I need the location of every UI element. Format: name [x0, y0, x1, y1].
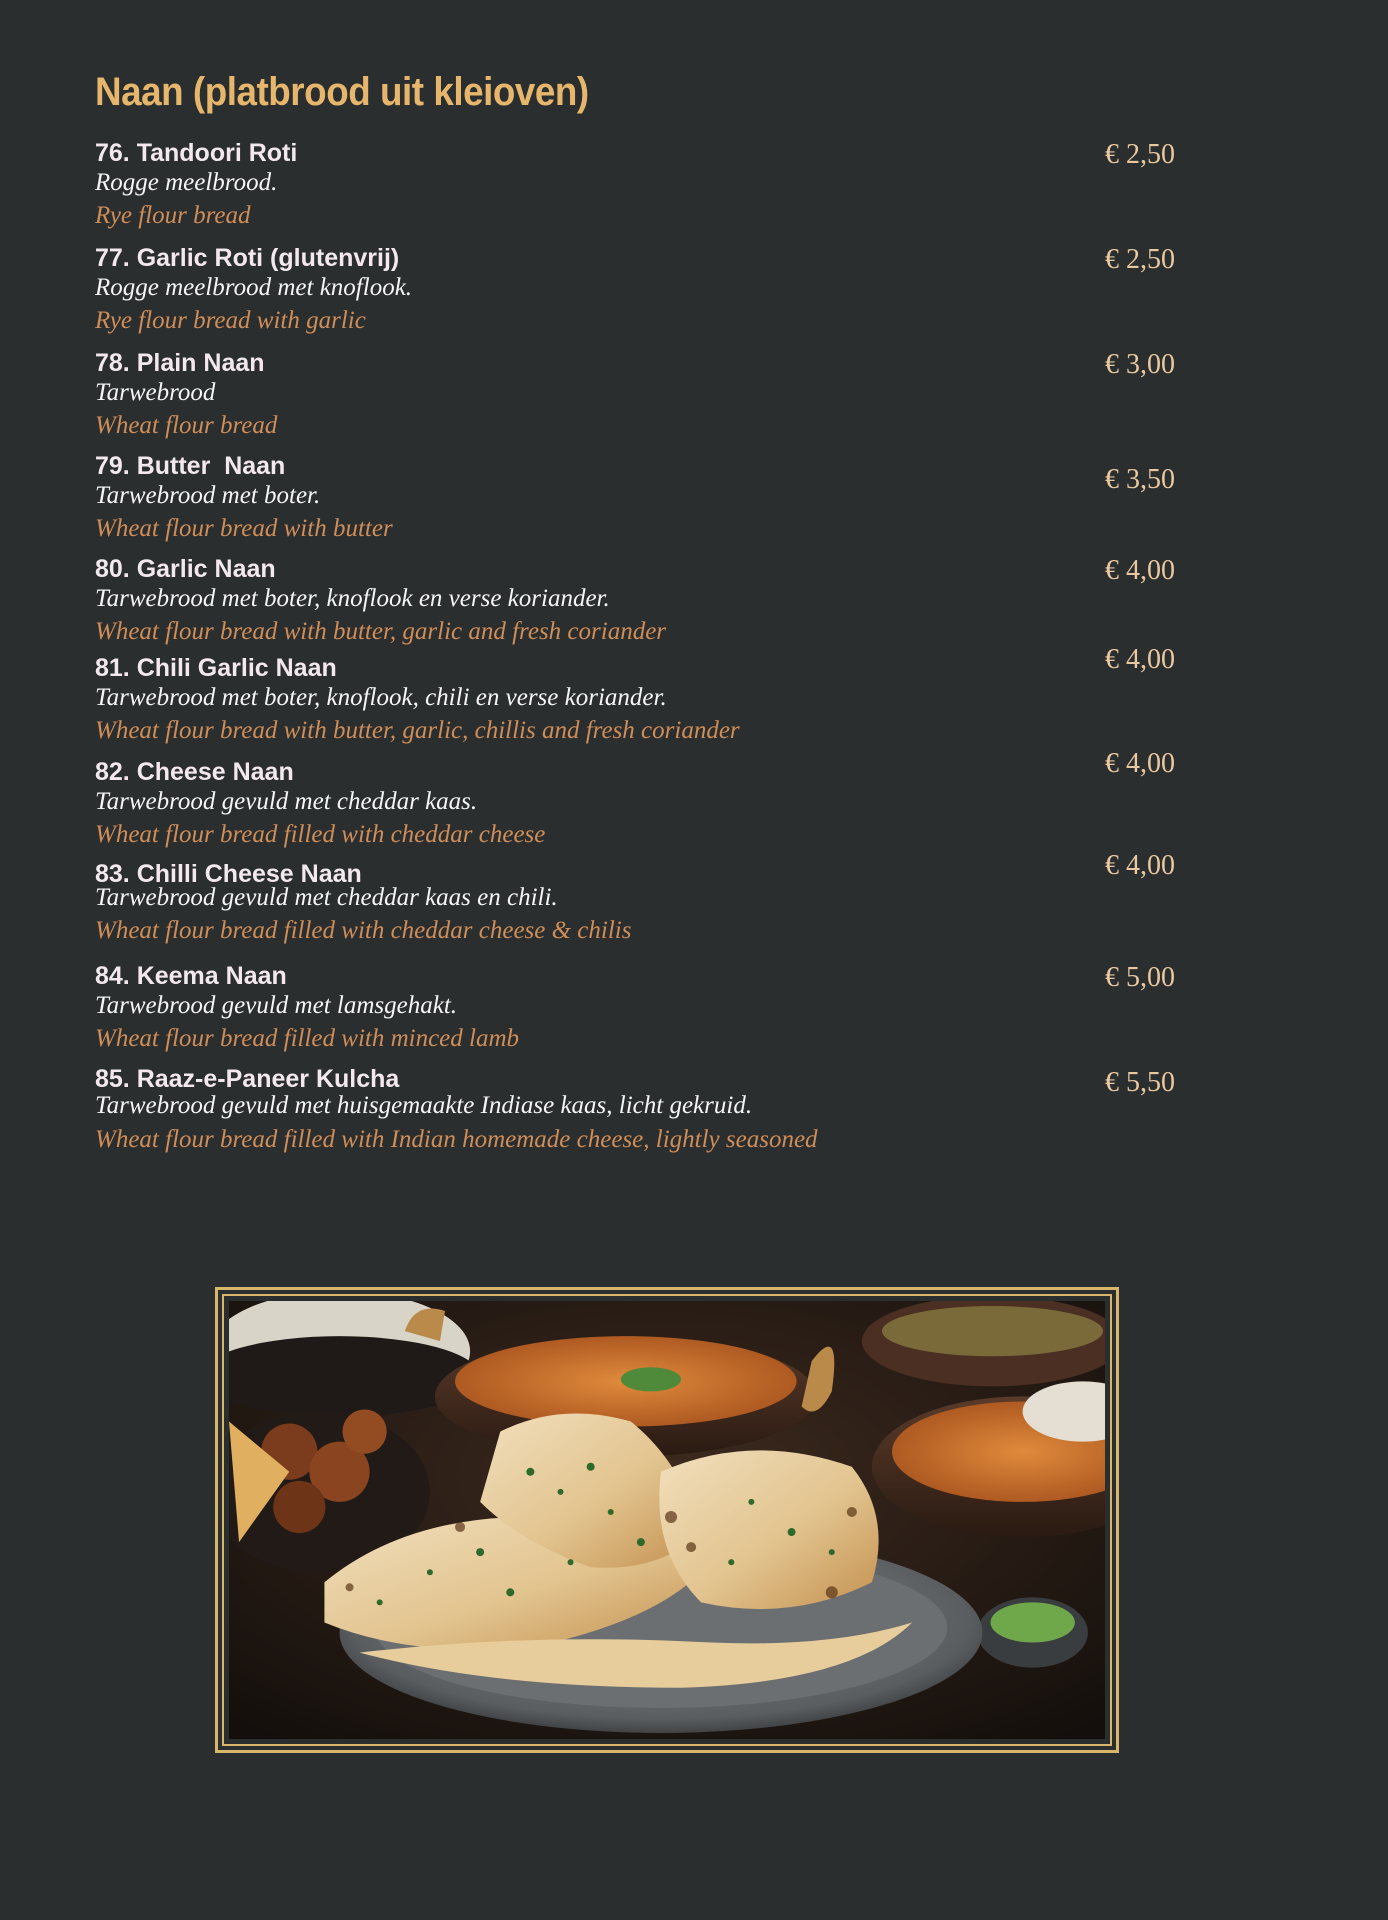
food-photo-inner-frame	[222, 1294, 1112, 1746]
item-price: € 2,50	[1105, 139, 1175, 170]
item-description-dutch: Tarwebrood gevuld met cheddar kaas en chili.	[95, 884, 558, 911]
item-price: € 2,50	[1105, 244, 1175, 275]
item-description-english: Wheat flour bread with butter, garlic, chillis and fresh coriander	[95, 717, 740, 744]
item-description-dutch: Tarwebrood	[95, 379, 216, 406]
item-price: € 4,00	[1105, 644, 1175, 675]
item-name: 84. Keema Naan	[95, 962, 287, 990]
item-description-english: Wheat flour bread filled with Indian homemade cheese, lightly seasoned	[95, 1126, 818, 1153]
item-price: € 4,00	[1105, 555, 1175, 586]
item-description-english: Wheat flour bread with butter, garlic and fresh coriander	[95, 618, 667, 645]
item-price: € 4,00	[1105, 748, 1175, 779]
food-photo-frame	[215, 1287, 1119, 1753]
item-description-english: Wheat flour bread	[95, 412, 278, 439]
menu-item-78	[95, 348, 1195, 448]
menu-item-83	[95, 850, 1195, 959]
item-price: € 3,50	[1105, 464, 1175, 495]
item-name: 78. Plain Naan	[95, 349, 265, 377]
menu-item-76	[95, 138, 1195, 238]
item-name: 80. Garlic Naan	[95, 555, 276, 583]
menu-item-85	[95, 1064, 1195, 1164]
item-name: 79. Butter Naan	[95, 452, 286, 480]
item-name: 81. Chili Garlic Naan	[95, 654, 337, 682]
naan-food-photo	[229, 1301, 1105, 1739]
item-price: € 5,50	[1105, 1067, 1175, 1098]
item-description-english: Wheat flour bread filled with minced lamb	[95, 1025, 520, 1052]
page-title: Naan (platbrood uit kleioven)	[95, 70, 589, 114]
item-description-dutch: Tarwebrood met boter, knoflook en verse koriander.	[95, 585, 610, 612]
menu-item-80	[95, 554, 1195, 654]
menu-item-77	[95, 243, 1195, 343]
item-description-english: Wheat flour bread filled with cheddar cheese	[95, 821, 546, 848]
item-price: € 5,00	[1105, 962, 1175, 993]
item-description-dutch: Tarwebrood gevuld met lamsgehakt.	[95, 992, 458, 1019]
item-description-english: Rye flour bread with garlic	[95, 307, 366, 334]
item-price: € 4,00	[1105, 850, 1175, 881]
item-name: 83. Chilli Cheese Naan	[95, 860, 362, 888]
item-description-dutch: Tarwebrood met boter, knoflook, chili en verse koriander.	[95, 684, 667, 711]
item-name: 85. Raaz-e-Paneer Kulcha	[95, 1065, 400, 1093]
item-price: € 3,00	[1105, 349, 1175, 380]
item-description-english: Wheat flour bread with butter	[95, 515, 393, 542]
item-description-dutch: Rogge meelbrood.	[95, 169, 278, 196]
item-description-dutch: Tarwebrood gevuld met cheddar kaas.	[95, 788, 478, 815]
item-name: 76. Tandoori Roti	[95, 139, 298, 167]
item-description-english: Wheat flour bread filled with cheddar cheese & chilis	[95, 917, 632, 944]
menu-item-84	[95, 961, 1195, 1061]
menu-item-79	[95, 451, 1195, 551]
item-name: 77. Garlic Roti (glutenvrij)	[95, 244, 400, 272]
item-description-dutch: Tarwebrood met boter.	[95, 482, 321, 509]
menu-item-81	[95, 644, 1195, 753]
item-description-dutch: Rogge meelbrood met knoflook.	[95, 274, 413, 301]
menu-item-82	[95, 748, 1195, 857]
item-description-english: Rye flour bread	[95, 202, 251, 229]
item-name: 82. Cheese Naan	[95, 758, 294, 786]
item-description-dutch: Tarwebrood gevuld met huisgemaakte Indiase kaas, licht gekruid.	[95, 1092, 753, 1119]
